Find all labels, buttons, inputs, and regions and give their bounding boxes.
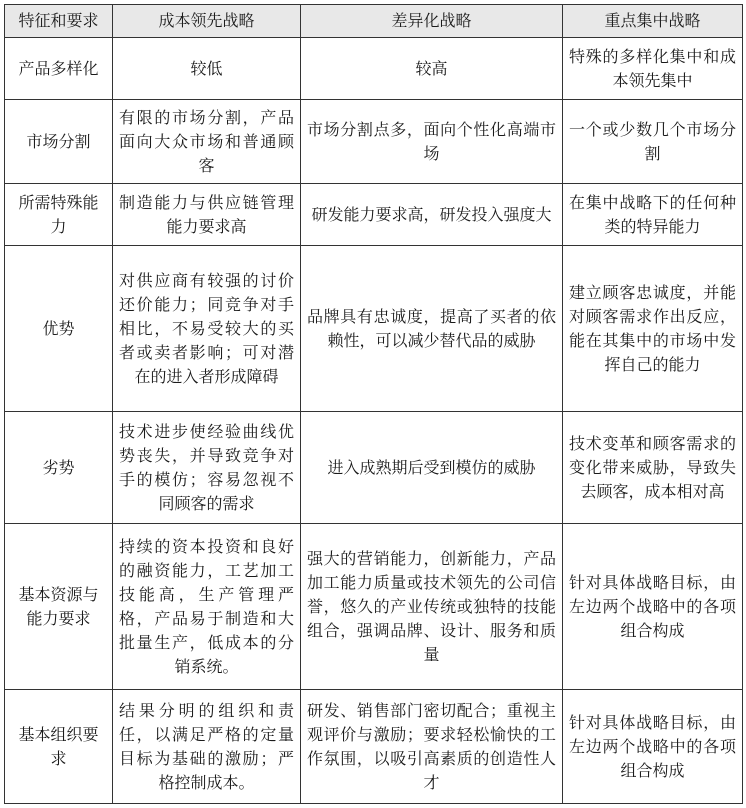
cell-cost: 较低	[113, 38, 301, 100]
strategy-comparison-table	[4, 4, 743, 804]
row-feature: 产品多样化	[5, 38, 113, 100]
row-feature: 优势	[5, 246, 113, 412]
cell-cost: 有限的市场分割，产品面向大众市场和普通顾客	[113, 100, 301, 184]
row-feature: 基本组织要求	[5, 690, 113, 804]
table-row	[5, 246, 743, 412]
table-row	[5, 412, 743, 524]
cell-cost: 技术进步使经验曲线优势丧失，并导致竞争对手的模仿；容易忽视不同顾客的需求	[113, 412, 301, 524]
cell-focus: 一个或少数几个市场分割	[563, 100, 743, 184]
table-row	[5, 184, 743, 246]
cell-focus: 建立顾客忠诚度，并能对顾客需求作出反应，能在其集中的市场中发挥自己的能力	[563, 246, 743, 412]
cell-focus: 在集中战略下的任何种类的特异能力	[563, 184, 743, 246]
table-row	[5, 690, 743, 804]
cell-cost: 对供应商有较强的讨价还价能力；同竞争对手相比，不易受较大的买者或卖者影响；可对潜在的进入者形成障碍	[113, 246, 301, 412]
cell-diff: 研发能力要求高，研发投入强度大	[301, 184, 563, 246]
cell-cost: 结果分明的组织和责任，以满足严格的定量目标为基础的激励；严格控制成本。	[113, 690, 301, 804]
cell-diff: 强大的营销能力，创新能力，产品加工能力质量或技术领先的公司信誉，悠久的产业传统或独特的技能组合，强调品牌、设计、服务和质量	[301, 524, 563, 690]
cell-cost: 制造能力与供应链管理能力要求高	[113, 184, 301, 246]
header-differentiation: 差异化战略	[301, 5, 563, 38]
cell-cost: 持续的资本投资和良好的融资能力，工艺加工技能高，生产管理严格，产品易于制造和大批量生产，低成本的分销系统。	[113, 524, 301, 690]
cell-focus: 针对具体战略目标，由左边两个战略中的各项组合构成	[563, 524, 743, 690]
header-row	[5, 5, 743, 38]
row-feature: 所需特殊能力	[5, 184, 113, 246]
table-row	[5, 38, 743, 100]
cell-focus: 技术变革和顾客需求的变化带来威胁，导致失去顾客，成本相对高	[563, 412, 743, 524]
cell-focus: 针对具体战略目标，由左边两个战略中的各项组合构成	[563, 690, 743, 804]
table-row	[5, 100, 743, 184]
cell-focus: 特殊的多样化集中和成本领先集中	[563, 38, 743, 100]
header-focus: 重点集中战略	[563, 5, 743, 38]
cell-diff: 研发、销售部门密切配合；重视主观评价与激励；要求轻松愉快的工作氛围，以吸引高素质的创造性人才	[301, 690, 563, 804]
cell-diff: 较高	[301, 38, 563, 100]
header-cost-leadership: 成本领先战略	[113, 5, 301, 38]
row-feature: 劣势	[5, 412, 113, 524]
cell-diff: 品牌具有忠诚度，提高了买者的依赖性，可以减少替代品的威胁	[301, 246, 563, 412]
row-feature: 基本资源与能力要求	[5, 524, 113, 690]
table-row	[5, 524, 743, 690]
header-feature: 特征和要求	[5, 5, 113, 38]
cell-diff: 市场分割点多，面向个性化高端市场	[301, 100, 563, 184]
cell-diff: 进入成熟期后受到模仿的威胁	[301, 412, 563, 524]
row-feature: 市场分割	[5, 100, 113, 184]
